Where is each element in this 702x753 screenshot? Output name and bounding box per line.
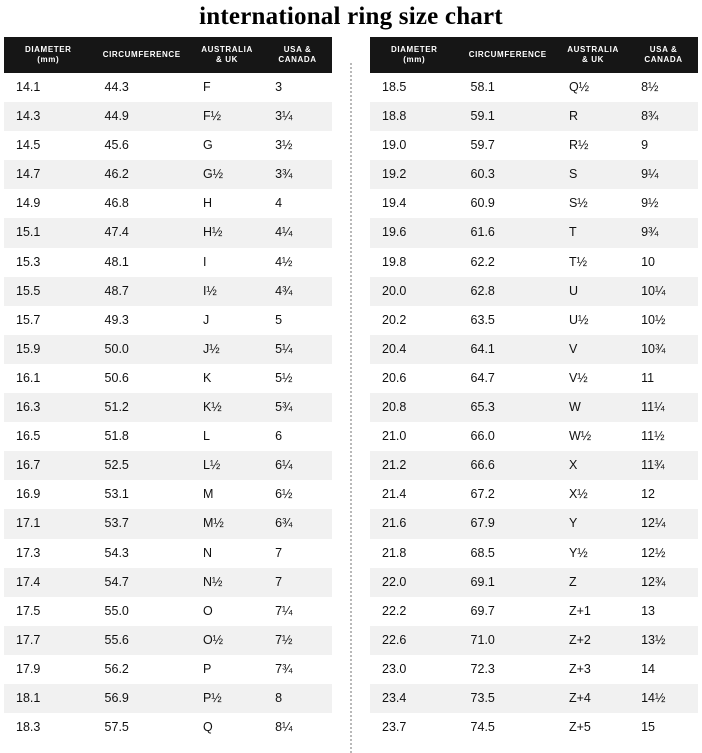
cell-diameter: 14.5 <box>4 131 93 160</box>
cell-diameter: 18.3 <box>4 713 93 742</box>
cell-diameter: 15.9 <box>4 335 93 364</box>
column-header-australia-uk-line2: & UK <box>216 55 238 64</box>
cell-australia-uk: W½ <box>557 422 629 451</box>
cell-circumference: 74.5 <box>459 713 557 742</box>
cell-circumference: 62.2 <box>459 248 557 277</box>
cell-circumference: 51.8 <box>93 422 191 451</box>
table-row <box>370 102 698 131</box>
cell-circumference: 54.7 <box>93 568 191 597</box>
table-row <box>370 684 698 713</box>
cell-diameter: 17.4 <box>4 568 93 597</box>
chart-tables <box>0 37 702 753</box>
table-row <box>4 655 332 684</box>
column-header-australia-uk-line1: AUSTRALIA <box>567 45 619 54</box>
column-header-diameter-line2: (mm) <box>37 55 60 64</box>
cell-circumference: 57.5 <box>93 713 191 742</box>
cell-diameter: 23.0 <box>370 655 459 684</box>
column-header-circumference <box>459 37 557 73</box>
column-header-diameter <box>4 37 93 73</box>
cell-circumference: 44.9 <box>93 102 191 131</box>
cell-usa-canada: 7¼ <box>263 597 332 626</box>
cell-usa-canada: 6 <box>263 422 332 451</box>
cell-usa-canada: 11½ <box>629 422 698 451</box>
cell-diameter: 23.4 <box>370 684 459 713</box>
cell-circumference: 66.6 <box>459 451 557 480</box>
cell-circumference: 62.8 <box>459 277 557 306</box>
table-row <box>370 160 698 189</box>
table-row <box>370 306 698 335</box>
cell-usa-canada: 3¼ <box>263 102 332 131</box>
table-row <box>370 509 698 538</box>
divider-line <box>350 63 352 753</box>
table-row <box>4 509 332 538</box>
cell-usa-canada: 12¾ <box>629 568 698 597</box>
cell-australia-uk: U <box>557 277 629 306</box>
cell-diameter: 14.7 <box>4 160 93 189</box>
cell-usa-canada: 14½ <box>629 684 698 713</box>
cell-diameter: 18.8 <box>370 102 459 131</box>
cell-diameter: 17.7 <box>4 626 93 655</box>
cell-circumference: 51.2 <box>93 393 191 422</box>
column-header-diameter <box>370 37 459 73</box>
header-row <box>370 37 698 73</box>
cell-usa-canada: 3½ <box>263 131 332 160</box>
cell-australia-uk: M <box>191 480 263 509</box>
cell-diameter: 17.1 <box>4 509 93 538</box>
cell-circumference: 65.3 <box>459 393 557 422</box>
cell-circumference: 67.9 <box>459 509 557 538</box>
cell-diameter: 16.5 <box>4 422 93 451</box>
cell-australia-uk: R½ <box>557 131 629 160</box>
cell-australia-uk: I <box>191 248 263 277</box>
cell-diameter: 17.3 <box>4 539 93 568</box>
table-row <box>4 422 332 451</box>
cell-circumference: 54.3 <box>93 539 191 568</box>
ring-size-table-left <box>4 37 332 742</box>
table-row <box>4 218 332 247</box>
cell-diameter: 15.1 <box>4 218 93 247</box>
cell-circumference: 49.3 <box>93 306 191 335</box>
column-header-circumference-line1: CIRCUMFERENCE <box>102 50 181 59</box>
cell-australia-uk: L <box>191 422 263 451</box>
cell-usa-canada: 7 <box>263 568 332 597</box>
table-row <box>4 568 332 597</box>
cell-australia-uk: S <box>557 160 629 189</box>
table-row <box>370 189 698 218</box>
cell-circumference: 55.6 <box>93 626 191 655</box>
cell-diameter: 15.7 <box>4 306 93 335</box>
cell-usa-canada: 15 <box>629 713 698 742</box>
cell-usa-canada: 10¼ <box>629 277 698 306</box>
column-header-circumference-line1: CIRCUMFERENCE <box>468 50 547 59</box>
cell-diameter: 18.5 <box>370 73 459 102</box>
cell-circumference: 60.9 <box>459 189 557 218</box>
cell-usa-canada: 13 <box>629 597 698 626</box>
cell-circumference: 68.5 <box>459 539 557 568</box>
cell-diameter: 19.8 <box>370 248 459 277</box>
cell-australia-uk: Z+1 <box>557 597 629 626</box>
table-body-left <box>4 73 332 742</box>
cell-circumference: 53.1 <box>93 480 191 509</box>
table-row <box>4 102 332 131</box>
cell-usa-canada: 7½ <box>263 626 332 655</box>
column-header-australia-uk-line2: & UK <box>582 55 604 64</box>
cell-usa-canada: 14 <box>629 655 698 684</box>
table-row <box>4 335 332 364</box>
column-header-circumference <box>93 37 191 73</box>
cell-circumference: 55.0 <box>93 597 191 626</box>
table-row <box>370 655 698 684</box>
table-row <box>4 277 332 306</box>
cell-diameter: 15.5 <box>4 277 93 306</box>
cell-circumference: 45.6 <box>93 131 191 160</box>
table-row <box>370 422 698 451</box>
cell-australia-uk: X½ <box>557 480 629 509</box>
cell-australia-uk: Q½ <box>557 73 629 102</box>
cell-diameter: 19.0 <box>370 131 459 160</box>
cell-usa-canada: 9¾ <box>629 218 698 247</box>
cell-australia-uk: O <box>191 597 263 626</box>
table-row <box>370 393 698 422</box>
cell-circumference: 48.1 <box>93 248 191 277</box>
cell-usa-canada: 8½ <box>629 73 698 102</box>
cell-australia-uk: Y½ <box>557 539 629 568</box>
cell-usa-canada: 6¾ <box>263 509 332 538</box>
cell-diameter: 21.6 <box>370 509 459 538</box>
cell-circumference: 48.7 <box>93 277 191 306</box>
table-row <box>4 480 332 509</box>
cell-circumference: 69.1 <box>459 568 557 597</box>
cell-circumference: 63.5 <box>459 306 557 335</box>
cell-australia-uk: U½ <box>557 306 629 335</box>
cell-usa-canada: 4¾ <box>263 277 332 306</box>
column-header-usa-canada-line2: CANADA <box>644 55 683 64</box>
ring-size-chart-page <box>0 3 702 750</box>
cell-diameter: 17.5 <box>4 597 93 626</box>
table-row <box>4 393 332 422</box>
cell-usa-canada: 4½ <box>263 248 332 277</box>
cell-australia-uk: N½ <box>191 568 263 597</box>
cell-australia-uk: T <box>557 218 629 247</box>
cell-usa-canada: 13½ <box>629 626 698 655</box>
cell-diameter: 19.6 <box>370 218 459 247</box>
cell-diameter: 20.6 <box>370 364 459 393</box>
cell-diameter: 20.4 <box>370 335 459 364</box>
header-row <box>4 37 332 73</box>
cell-circumference: 60.3 <box>459 160 557 189</box>
cell-diameter: 14.1 <box>4 73 93 102</box>
cell-usa-canada: 5 <box>263 306 332 335</box>
cell-usa-canada: 7¾ <box>263 655 332 684</box>
table-row <box>370 277 698 306</box>
cell-diameter: 14.3 <box>4 102 93 131</box>
right-table-wrapper <box>370 37 698 742</box>
cell-australia-uk: K½ <box>191 393 263 422</box>
cell-diameter: 19.2 <box>370 160 459 189</box>
cell-australia-uk: S½ <box>557 189 629 218</box>
table-row <box>370 539 698 568</box>
cell-australia-uk: T½ <box>557 248 629 277</box>
column-header-usa-canada-line1: USA & <box>649 45 678 54</box>
cell-australia-uk: F½ <box>191 102 263 131</box>
cell-usa-canada: 12¼ <box>629 509 698 538</box>
cell-circumference: 69.7 <box>459 597 557 626</box>
cell-diameter: 14.9 <box>4 189 93 218</box>
cell-usa-canada: 3 <box>263 73 332 102</box>
cell-diameter: 21.2 <box>370 451 459 480</box>
page-title: international ring size chart <box>199 3 503 30</box>
cell-australia-uk: M½ <box>191 509 263 538</box>
cell-diameter: 22.6 <box>370 626 459 655</box>
cell-circumference: 52.5 <box>93 451 191 480</box>
cell-circumference: 64.1 <box>459 335 557 364</box>
cell-australia-uk: P½ <box>191 684 263 713</box>
cell-usa-canada: 5¾ <box>263 393 332 422</box>
cell-australia-uk: W <box>557 393 629 422</box>
cell-usa-canada: 4¼ <box>263 218 332 247</box>
cell-australia-uk: R <box>557 102 629 131</box>
table-row <box>370 218 698 247</box>
cell-circumference: 53.7 <box>93 509 191 538</box>
table-row <box>4 248 332 277</box>
cell-circumference: 50.6 <box>93 364 191 393</box>
column-header-australia-uk-line1: AUSTRALIA <box>201 45 253 54</box>
cell-australia-uk: J <box>191 306 263 335</box>
cell-usa-canada: 12 <box>629 480 698 509</box>
cell-australia-uk: H½ <box>191 218 263 247</box>
table-header-right <box>370 37 698 73</box>
table-row <box>370 480 698 509</box>
cell-australia-uk: Q <box>191 713 263 742</box>
cell-australia-uk: N <box>191 539 263 568</box>
cell-usa-canada: 9¼ <box>629 160 698 189</box>
table-row <box>370 73 698 102</box>
cell-australia-uk: O½ <box>191 626 263 655</box>
table-body-right <box>370 73 698 742</box>
cell-usa-canada: 7 <box>263 539 332 568</box>
cell-australia-uk: P <box>191 655 263 684</box>
cell-diameter: 15.3 <box>4 248 93 277</box>
cell-usa-canada: 5¼ <box>263 335 332 364</box>
table-row <box>4 597 332 626</box>
table-row <box>370 335 698 364</box>
cell-usa-canada: 8¾ <box>629 102 698 131</box>
table-row <box>4 160 332 189</box>
column-header-usa-canada-line1: USA & <box>283 45 312 54</box>
cell-circumference: 44.3 <box>93 73 191 102</box>
cell-diameter: 20.2 <box>370 306 459 335</box>
table-row <box>370 248 698 277</box>
cell-diameter: 16.1 <box>4 364 93 393</box>
cell-circumference: 56.9 <box>93 684 191 713</box>
cell-australia-uk: H <box>191 189 263 218</box>
column-header-australia-uk <box>557 37 629 73</box>
cell-diameter: 20.8 <box>370 393 459 422</box>
table-row <box>4 306 332 335</box>
cell-diameter: 18.1 <box>4 684 93 713</box>
cell-diameter: 20.0 <box>370 277 459 306</box>
table-row <box>370 568 698 597</box>
cell-diameter: 21.0 <box>370 422 459 451</box>
cell-usa-canada: 6½ <box>263 480 332 509</box>
cell-usa-canada: 11 <box>629 364 698 393</box>
cell-australia-uk: F <box>191 73 263 102</box>
cell-usa-canada: 5½ <box>263 364 332 393</box>
cell-australia-uk: X <box>557 451 629 480</box>
cell-circumference: 64.7 <box>459 364 557 393</box>
table-row <box>370 131 698 160</box>
cell-australia-uk: V <box>557 335 629 364</box>
cell-australia-uk: J½ <box>191 335 263 364</box>
cell-circumference: 66.0 <box>459 422 557 451</box>
cell-australia-uk: Y <box>557 509 629 538</box>
cell-circumference: 71.0 <box>459 626 557 655</box>
table-row <box>370 597 698 626</box>
cell-circumference: 46.2 <box>93 160 191 189</box>
column-header-australia-uk <box>191 37 263 73</box>
cell-australia-uk: I½ <box>191 277 263 306</box>
table-row <box>4 626 332 655</box>
cell-australia-uk: Z+3 <box>557 655 629 684</box>
cell-australia-uk: Z+2 <box>557 626 629 655</box>
cell-australia-uk: G <box>191 131 263 160</box>
cell-diameter: 16.9 <box>4 480 93 509</box>
cell-circumference: 58.1 <box>459 73 557 102</box>
cell-circumference: 50.0 <box>93 335 191 364</box>
cell-diameter: 19.4 <box>370 189 459 218</box>
column-header-diameter-line1: DIAMETER <box>390 45 438 54</box>
cell-australia-uk: Z+5 <box>557 713 629 742</box>
cell-diameter: 16.3 <box>4 393 93 422</box>
cell-diameter: 22.0 <box>370 568 459 597</box>
cell-usa-canada: 11¼ <box>629 393 698 422</box>
table-row <box>4 539 332 568</box>
table-row <box>370 626 698 655</box>
cell-usa-canada: 10¾ <box>629 335 698 364</box>
cell-usa-canada: 3¾ <box>263 160 332 189</box>
cell-australia-uk: Z <box>557 568 629 597</box>
cell-diameter: 23.7 <box>370 713 459 742</box>
table-row <box>370 451 698 480</box>
ring-size-table-right <box>370 37 698 742</box>
cell-diameter: 21.8 <box>370 539 459 568</box>
cell-australia-uk: K <box>191 364 263 393</box>
cell-usa-canada: 8¼ <box>263 713 332 742</box>
cell-australia-uk: L½ <box>191 451 263 480</box>
cell-diameter: 22.2 <box>370 597 459 626</box>
left-table-wrapper <box>4 37 332 742</box>
cell-usa-canada: 10½ <box>629 306 698 335</box>
table-row <box>4 684 332 713</box>
column-header-diameter-line2: (mm) <box>403 55 426 64</box>
cell-circumference: 56.2 <box>93 655 191 684</box>
cell-australia-uk: G½ <box>191 160 263 189</box>
column-header-usa-canada <box>263 37 332 73</box>
cell-circumference: 59.7 <box>459 131 557 160</box>
cell-usa-canada: 9½ <box>629 189 698 218</box>
table-header-left <box>4 37 332 73</box>
table-row <box>4 364 332 393</box>
cell-diameter: 17.9 <box>4 655 93 684</box>
table-row <box>4 73 332 102</box>
table-row <box>370 364 698 393</box>
table-row <box>4 713 332 742</box>
cell-circumference: 67.2 <box>459 480 557 509</box>
cell-australia-uk: Z+4 <box>557 684 629 713</box>
cell-usa-canada: 10 <box>629 248 698 277</box>
cell-circumference: 61.6 <box>459 218 557 247</box>
vertical-dotted-divider <box>346 37 356 753</box>
cell-usa-canada: 6¼ <box>263 451 332 480</box>
cell-circumference: 59.1 <box>459 102 557 131</box>
cell-circumference: 47.4 <box>93 218 191 247</box>
table-row <box>4 131 332 160</box>
cell-usa-canada: 8 <box>263 684 332 713</box>
cell-usa-canada: 4 <box>263 189 332 218</box>
column-header-usa-canada-line2: CANADA <box>278 55 317 64</box>
table-row <box>4 451 332 480</box>
cell-circumference: 46.8 <box>93 189 191 218</box>
cell-australia-uk: V½ <box>557 364 629 393</box>
cell-usa-canada: 11¾ <box>629 451 698 480</box>
cell-diameter: 21.4 <box>370 480 459 509</box>
column-header-usa-canada <box>629 37 698 73</box>
column-header-diameter-line1: DIAMETER <box>24 45 72 54</box>
cell-usa-canada: 12½ <box>629 539 698 568</box>
cell-diameter: 16.7 <box>4 451 93 480</box>
cell-circumference: 72.3 <box>459 655 557 684</box>
cell-usa-canada: 9 <box>629 131 698 160</box>
cell-circumference: 73.5 <box>459 684 557 713</box>
table-row <box>4 189 332 218</box>
table-row <box>370 713 698 742</box>
